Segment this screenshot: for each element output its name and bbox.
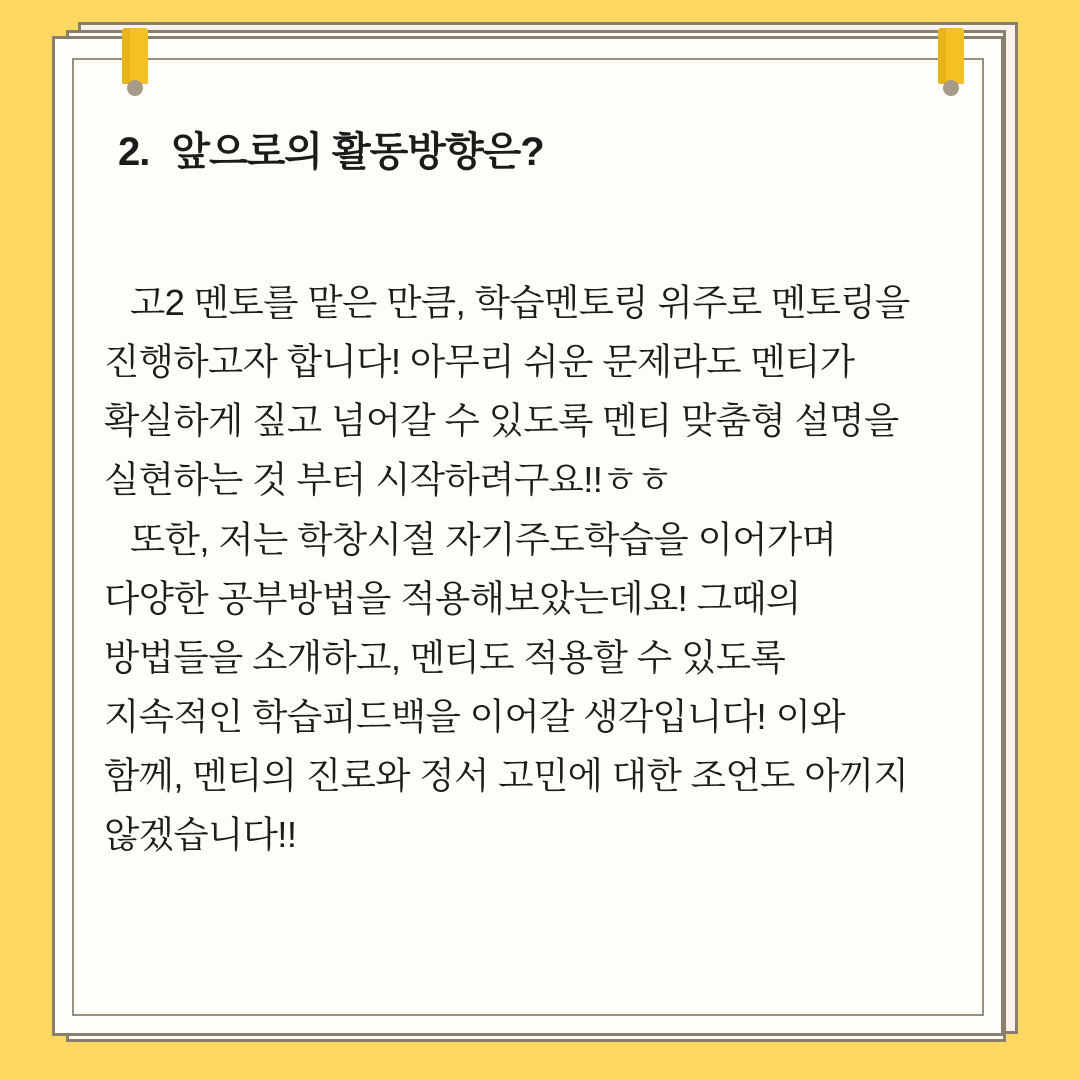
paper-clip-left-icon xyxy=(122,28,148,100)
paragraph: 또한, 저는 학창시절 자기주도학습을 이어가며 다양한 공부방법을 적용해보았는데요! 그때의 방법들을 소개하고, 멘티도 적용할 수 있도록 지속적인 학습피드백을 이어갈 생각입니다! 이와 함께, 멘티의 진로와 정서 고민에 대한 조언도 아끼지 않겠습니다!! xyxy=(104,518,909,856)
clip-pin xyxy=(127,80,143,96)
clip-pin xyxy=(943,80,959,96)
paper-clip-right-icon xyxy=(938,28,964,100)
page-title xyxy=(118,120,964,177)
card-content xyxy=(104,120,964,864)
clip-shade xyxy=(938,28,946,84)
page-title-number: 2. xyxy=(118,130,150,174)
clip-shade xyxy=(122,28,130,84)
body-text xyxy=(104,273,924,864)
page-title-text: 앞으로의 활동방향은? xyxy=(171,130,544,174)
paragraph: 고2 멘토를 맡은 만큼, 학습멘토링 위주로 멘토링을 진행하고자 합니다! 아무리 쉬운 문제라도 멘티가 확실하게 짚고 넘어갈 수 있도록 멘티 맞춤형 설명을 실현하는 것 부터 시작하려구요!!ㅎㅎ xyxy=(104,282,910,501)
